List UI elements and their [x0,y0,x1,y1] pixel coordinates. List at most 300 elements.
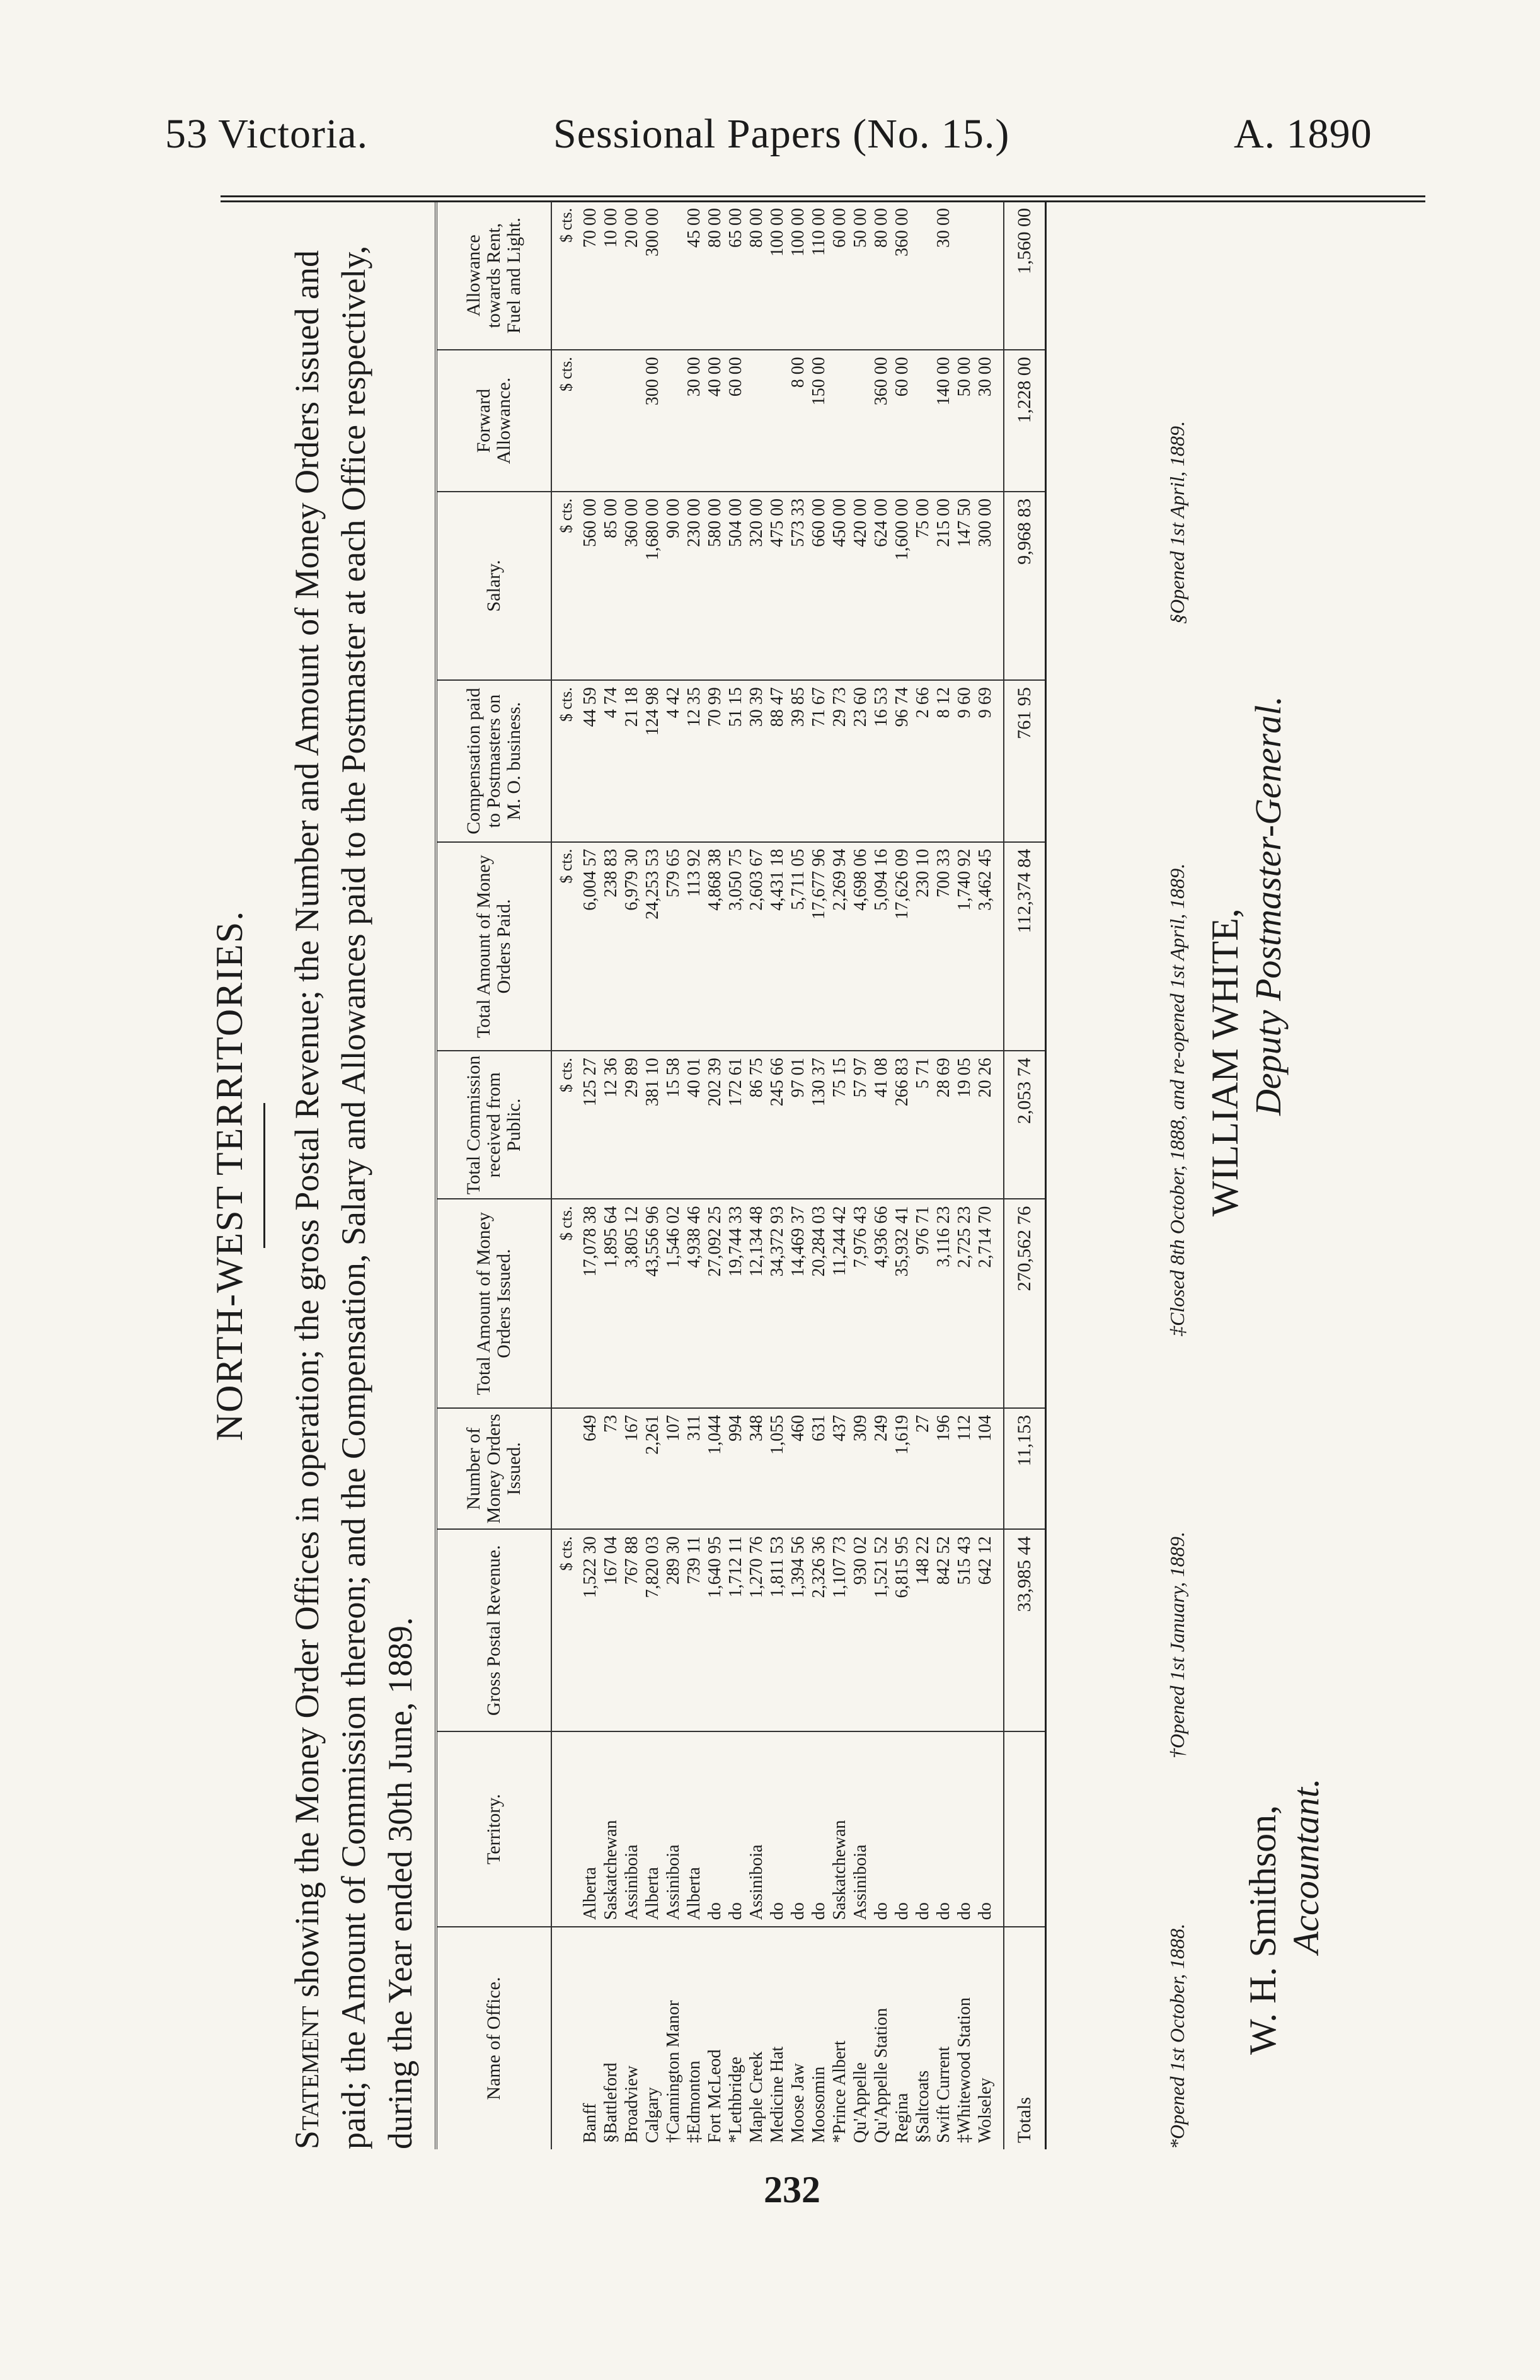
table-cell [621,350,642,492]
table-cell: 4 42 [663,680,684,842]
table-cell: 30 00 [684,350,704,492]
table-cell: 311 [684,1408,704,1529]
spacer-cell [996,842,1004,1051]
table-cell: 2,261 [642,1408,663,1529]
table-cell: 20 26 [975,1051,996,1199]
table-cell: 148 22 [912,1529,933,1731]
table-cell: 35,932 41 [892,1199,912,1407]
units-row [551,202,580,2149]
table-cell: do [954,1731,975,1927]
column-header: Allowance towards Rent, Fuel and Light. [436,202,551,350]
table-cell: 70 00 [580,208,600,248]
spacer-cell [996,492,1004,680]
table-cell: 4,938 46 [684,1199,704,1407]
table-cell: 124 98 [642,680,663,842]
table-cell: 45 00 [684,208,704,248]
table-cell: 85 00 [600,492,621,680]
spacer-cell [996,1051,1004,1199]
spacer-cell [996,202,1004,350]
table-cell: do [871,1731,892,1927]
table-cell: 60 00 [830,208,849,248]
table-row [746,202,767,2149]
table-cell: 112 [954,1408,975,1529]
table-cell: 27 [912,1408,933,1529]
header-row [436,202,551,2149]
table-cell: 475 00 [767,492,788,680]
table-cell: 20,284 03 [808,1199,829,1407]
table-cell: do [788,1731,808,1927]
table-row [621,202,642,2149]
table-cell: 75 00 [912,492,933,680]
table-cell: 51 15 [725,680,746,842]
table-cell: Qu'Appelle Station [871,1927,892,2149]
table-cell: 309 [850,1408,871,1529]
table-cell: 34,372 93 [767,1199,788,1407]
table-cell: 19 05 [954,1051,975,1199]
column-header: Total Amount of Money Orders Paid. [436,842,551,1051]
table-cell: 767 88 [621,1529,642,1731]
table-cell: 4,698 06 [850,842,871,1051]
table-cell: 348 [746,1408,767,1529]
table-cell: Saskatchewan [600,1731,621,1927]
table-cell: 112,374 84 [1004,842,1046,1051]
table-row [871,202,892,2149]
table-cell: 5,711 05 [788,842,808,1051]
table-cell: 9 60 [954,680,975,842]
table-cell: *Prince Albert [829,1927,850,2149]
table-cell: 8 00 [788,350,808,492]
table-cell [663,202,684,350]
table-cell: 1,600 00 [892,492,912,680]
table-cell: 700 33 [933,842,954,1051]
table-cell: 12 36 [600,1051,621,1199]
table-cell: 360 00 [621,492,642,680]
table-row [684,202,704,2149]
table-cell: 57 97 [850,1051,871,1199]
header-right: A. 1890 [1234,111,1372,157]
table-cell [580,350,600,492]
table-cell: 1,712 11 [725,1529,746,1731]
table-cell: 739 11 [684,1529,704,1731]
table-cell: 4,868 38 [704,842,725,1051]
table-cell [829,350,850,492]
table-cell: 631 [808,1408,829,1529]
table-cell: 3,116 23 [933,1199,954,1407]
table-cell: Calgary [642,1927,663,2149]
table-cell: 300 00 [975,492,996,680]
table-cell: 60 00 [725,350,746,492]
table-body [551,202,1046,2149]
table-cell: Moosomin [808,1927,829,2149]
footnote-1: *Opened 1st October, 1888. [1166,1923,1188,2149]
table-cell: 7,976 43 [850,1199,871,1407]
table-cell [954,202,975,350]
table-cell: 642 12 [975,1529,996,1731]
table-cell: 1,680 00 [642,492,663,680]
table-cell: 6,979 30 [621,842,642,1051]
table-cell: 660 00 [808,492,829,680]
table-cell: 21 18 [621,680,642,842]
table-cell: 4,936 66 [871,1199,892,1407]
table-cell: 65 00 [726,208,745,248]
page-title: NORTH-WEST TERRITORIES. [209,910,250,1441]
table-cell: $ cts. [551,350,580,492]
table-cell: 28 69 [933,1051,954,1199]
table-row [580,202,600,2149]
table-cell: 104 [975,1408,996,1529]
table-cell: 40 01 [684,1051,704,1199]
table-cell: 70 99 [704,680,725,842]
table-cell: 23 60 [850,680,871,842]
table-cell: 1,394 56 [788,1529,808,1731]
table-cell: 100 00 [767,208,787,257]
spacer-cell [996,1529,1004,1731]
table-cell [912,350,933,492]
table-cell: 1,895 64 [600,1199,621,1407]
table-cell: 30 39 [746,680,767,842]
table-cell: do [704,1731,725,1927]
table-cell: 5 71 [912,1051,933,1199]
table-cell [551,1731,580,1927]
table-cell: 515 43 [954,1529,975,1731]
table-cell: 167 04 [600,1529,621,1731]
table-cell: do [767,1731,788,1927]
table-cell: 20 00 [622,208,641,248]
table-cell: 12,134 48 [746,1199,767,1407]
table-cell: 930 02 [850,1529,871,1731]
signature-accountant [1241,1778,1327,2055]
table-cell: §Battleford [600,1927,621,2149]
table-cell: 1,619 [892,1408,912,1529]
statement-text [284,202,423,2149]
spacer-cell [996,680,1004,842]
table-cell: 17,677 96 [808,842,829,1051]
table-cell [600,350,621,492]
table-cell: 2,269 94 [829,842,850,1051]
table-cell: 266 83 [892,1051,912,1199]
table-cell: 300 00 [642,350,663,492]
spacer-row [996,202,1004,2149]
table-cell: 420 00 [850,492,871,680]
table-row [954,202,975,2149]
table-cell: 30 00 [934,208,953,248]
table-row [808,202,829,2149]
table-cell: 230 10 [912,842,933,1051]
table-cell: 130 37 [808,1051,829,1199]
table-cell: 140 00 [933,350,954,492]
table-cell: 167 [621,1408,642,1529]
page-number: 232 [764,2169,820,2210]
table-cell: 107 [663,1408,684,1529]
table-cell: 60 00 [892,350,912,492]
table-cell: 381 10 [642,1051,663,1199]
title-rule [263,1103,265,1248]
header-left: 53 Victoria. [165,111,369,157]
table-row [829,202,850,2149]
table-cell: 17,626 09 [892,842,912,1051]
table-cell: Fort McLeod [704,1927,725,2149]
table-cell: 12 35 [684,680,704,842]
table-cell: 75 15 [829,1051,850,1199]
table-cell: 238 83 [600,842,621,1051]
table-row [912,202,933,2149]
signature-right-name: WILLIAM WHITE, [1204,908,1246,1216]
table-cell: 150 00 [808,350,829,492]
column-header: Territory. [436,1731,551,1927]
table-cell: 11,153 [1004,1408,1046,1529]
table-cell: 624 00 [871,492,892,680]
table-cell [767,350,788,492]
table-cell: ‡Whitewood Station [954,1927,975,2149]
table-cell: 196 [933,1408,954,1529]
table-cell: 579 65 [663,842,684,1051]
table-cell: 1,522 30 [580,1529,600,1731]
table-cell: 649 [580,1408,600,1529]
table-row [600,202,621,2149]
column-header: Name of Office. [436,1927,551,2149]
table-cell: 3,805 12 [621,1199,642,1407]
table-cell: $ cts. [551,1051,580,1199]
table-cell: $ cts. [551,842,580,1051]
table-cell: 560 00 [580,492,600,680]
table-cell: 202 39 [704,1051,725,1199]
table-cell: 1,270 76 [746,1529,767,1731]
table-cell: 437 [829,1408,850,1529]
table-cell: 50 00 [954,350,975,492]
table-cell: Assiniboia [746,1731,767,1927]
table-cell: Assiniboia [621,1731,642,1927]
table-cell: 761 95 [1004,680,1046,842]
table-cell: $ cts. [551,1529,580,1731]
table-cell: *Lethbridge [725,1927,746,2149]
table-cell: 289 30 [663,1529,684,1731]
table-cell: 8 12 [933,680,954,842]
table-cell: Medicine Hat [767,1927,788,2149]
table-cell: 113 92 [684,842,704,1051]
table-cell: 1,640 95 [704,1529,725,1731]
table-cell: do [912,1731,933,1927]
table-cell: 460 [788,1408,808,1529]
table-cell: $ cts. [556,208,575,243]
header-center: Sessional Papers (No. 15.) [553,111,1010,157]
table-cell [746,350,767,492]
column-header: Salary. [436,492,551,680]
table-cell: 41 08 [871,1051,892,1199]
table-cell: 125 27 [580,1051,600,1199]
footnote-2: †Opened 1st January, 1889. [1166,1532,1188,1759]
table-cell: Banff [580,1927,600,2149]
table-cell: 5,094 16 [871,842,892,1051]
table-cell: 1,560 00 [1004,202,1046,350]
table-cell: 33,985 44 [1004,1529,1046,1731]
column-header: Number of Money Orders Issued. [436,1408,551,1529]
table-cell: 80 00 [871,208,891,248]
table-cell: 39 85 [788,680,808,842]
table-cell: $ cts. [551,492,580,680]
table-cell: 6,815 95 [892,1529,912,1731]
table-cell: 43,556 96 [642,1199,663,1407]
table-cell [551,1408,580,1529]
table-cell [1004,1731,1046,1927]
table-cell: 1,228 00 [1004,350,1046,492]
table-row [642,202,663,2149]
table-row [788,202,808,2149]
table-cell: §Saltcoats [912,1927,933,2149]
table-cell: do [933,1731,954,1927]
table-cell: 2,714 70 [975,1199,996,1407]
table-cell: ‡Edmonton [684,1927,704,2149]
table-cell [975,202,996,350]
table-cell: 86 75 [746,1051,767,1199]
statement-body: showing the Money Order Offices in operation; the gross Postal Revenue; the Number and Amount of Money Orders issued and paid; the Amount of Commission thereon; and the Compensation, Salary and Allowances paid to the Postmaster at each Office respectively, during the Year ended 30th June, 1889. [288,245,419,2149]
table-row [850,202,871,2149]
footnote-4: §Opened 1st April, 1889. [1166,420,1188,624]
table-cell: 300 00 [643,208,662,257]
table-row [725,202,746,2149]
table-cell [551,1927,580,2149]
table-cell: Maple Creek [746,1927,767,2149]
table-cell: 29 89 [621,1051,642,1199]
column-header: Forward Allowance. [436,350,551,492]
spacer-cell [996,1199,1004,1407]
table-cell: 172 61 [725,1051,746,1199]
table-cell: 16 53 [871,680,892,842]
table-cell: 4,431 18 [767,842,788,1051]
spacer-cell [996,1731,1004,1927]
table-cell: 3,462 45 [975,842,996,1051]
table-cell: Broadview [621,1927,642,2149]
signature-postmaster [1204,696,1289,1216]
table-cell: 215 00 [933,492,954,680]
table-cell: †Cannington Manor [663,1927,684,2149]
table-cell: Assiniboia [663,1731,684,1927]
footnote-3: ‡Closed 8th October, 1888, and re-opened 1st April, 1889. [1166,863,1188,1336]
table-row [704,202,725,2149]
table-cell: 7,820 03 [642,1529,663,1731]
table-cell: Wolseley [975,1927,996,2149]
table-cell: 19,744 33 [725,1199,746,1407]
table-cell: 1,044 [704,1408,725,1529]
table-cell: 10 00 [601,208,621,248]
table-cell: 504 00 [725,492,746,680]
table-cell: $ cts. [551,680,580,842]
table-cell: 1,055 [767,1408,788,1529]
table-cell [663,350,684,492]
table-cell: 44 59 [580,680,600,842]
table-cell: Totals [1004,1927,1046,2149]
table-cell: 6,004 57 [580,842,600,1051]
table-cell: $ cts. [551,1199,580,1407]
table-cell: 30 00 [975,350,996,492]
table-cell: 842 52 [933,1529,954,1731]
table-cell: 100 00 [788,208,808,257]
table-row [663,202,684,2149]
table-cell: 245 66 [767,1051,788,1199]
table-cell [850,350,871,492]
table-cell: 1,546 02 [663,1199,684,1407]
table-cell: 2 66 [912,680,933,842]
table-cell: 40 00 [704,350,725,492]
table-cell: 994 [725,1408,746,1529]
table-cell: Regina [892,1927,912,2149]
table-cell: 27,092 25 [704,1199,725,1407]
table-cell: 96 74 [892,680,912,842]
table-cell: 24,253 53 [642,842,663,1051]
column-header: Total Amount of Money Orders Issued. [436,1199,551,1407]
table-cell: 320 00 [746,492,767,680]
table-cell: do [892,1731,912,1927]
table-cell: Qu'Appelle [850,1927,871,2149]
rotated-table-page [208,202,1418,2149]
table-cell: 270,562 76 [1004,1199,1046,1407]
table-cell: 15 58 [663,1051,684,1199]
table-cell: 17,078 38 [580,1199,600,1407]
table-cell: do [725,1731,746,1927]
table-cell: 1,107 73 [829,1529,850,1731]
table-cell: 9,968 83 [1004,492,1046,680]
signature-right-title: Deputy Postmaster-General. [1248,696,1289,1116]
table-cell: 71 67 [808,680,829,842]
table-cell: 2,326 36 [808,1529,829,1731]
table-cell: 450 00 [829,492,850,680]
table-cell: Moose Jaw [788,1927,808,2149]
table-row [933,202,954,2149]
table-cell: 29 73 [829,680,850,842]
table-cell: 73 [600,1408,621,1529]
table-cell: 110 00 [809,208,829,256]
table-cell: Alberta [642,1731,663,1927]
table-cell: do [808,1731,829,1927]
table-cell: 3,050 75 [725,842,746,1051]
table-cell: Alberta [580,1731,600,1927]
table-cell: 90 00 [663,492,684,680]
table-cell: do [975,1731,996,1927]
signature-left-name: W. H. Smithson, [1242,1805,1284,2055]
table-cell: 1,740 92 [954,842,975,1051]
spacer-cell [996,1927,1004,2149]
table-cell: 573 33 [788,492,808,680]
column-header: Compensation paid to Postmasters on M. O. business. [436,680,551,842]
table-row [767,202,788,2149]
table-cell: 360 00 [871,350,892,492]
table-cell: 2,603 67 [746,842,767,1051]
table-cell: 80 00 [705,208,725,248]
totals-row [1004,202,1046,2149]
spacer-cell [996,350,1004,492]
table-cell: 2,725 23 [954,1199,975,1407]
table-cell: Alberta [684,1731,704,1927]
table-cell: Saskatchewan [829,1731,850,1927]
column-header: Gross Postal Revenue. [436,1529,551,1731]
signature-left-title: Accountant. [1285,1778,1326,1954]
table-cell: 11,244 42 [829,1199,850,1407]
table-cell: 2,053 74 [1004,1051,1046,1199]
table-cell: 976 71 [912,1199,933,1407]
table-cell: 4 74 [600,680,621,842]
table-row [975,202,996,2149]
money-order-table [435,202,1047,2149]
table-cell: 230 00 [684,492,704,680]
table-cell [912,202,933,350]
table-cell: 97 01 [788,1051,808,1199]
statement-lead: Statement [288,2006,326,2149]
spacer-cell [996,1408,1004,1529]
table-row [892,202,912,2149]
table-cell: 88 47 [767,680,788,842]
table-cell: 50 00 [851,208,870,248]
table-cell: 360 00 [892,208,912,257]
table-cell: 14,469 37 [788,1199,808,1407]
